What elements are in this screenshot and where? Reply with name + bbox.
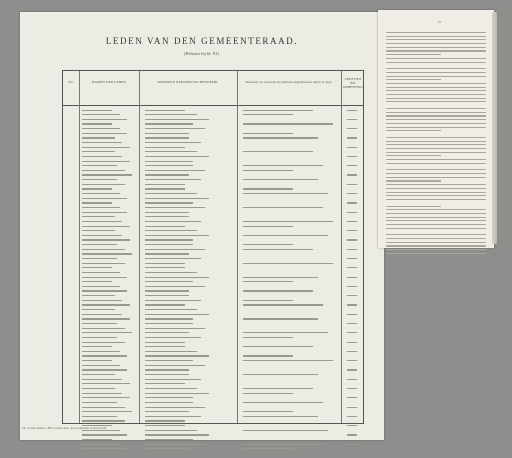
text-line [386, 199, 486, 200]
text-line [386, 87, 486, 88]
text-line [386, 39, 486, 40]
text-line [145, 267, 185, 268]
text-line [243, 360, 333, 361]
text-line [145, 323, 193, 324]
text-line [243, 221, 333, 222]
foldout-sheet [20, 12, 384, 440]
text-line [243, 300, 293, 301]
text-line [145, 365, 205, 366]
text-line [145, 439, 193, 440]
text-line [145, 295, 189, 296]
text-line [243, 207, 323, 208]
text-line [82, 212, 127, 213]
text-line [82, 179, 117, 180]
text-line [145, 444, 205, 445]
text-line [243, 165, 323, 166]
text-line [243, 444, 323, 445]
text-line [243, 244, 293, 245]
text-line [145, 314, 209, 315]
text-line [145, 355, 209, 356]
text-line [82, 295, 115, 296]
text-line [145, 137, 189, 138]
text-line [386, 224, 486, 225]
text-line [347, 137, 357, 138]
text-line [145, 263, 185, 264]
text-line [386, 253, 486, 254]
text-line [145, 202, 193, 203]
text-line [82, 332, 132, 333]
text-line [82, 119, 127, 120]
text-line [82, 323, 117, 324]
text-line [145, 434, 209, 435]
text-line [386, 173, 486, 174]
page-stack-edge [492, 12, 497, 244]
text-line [243, 346, 313, 347]
text-line [243, 448, 293, 449]
text-line [386, 62, 486, 63]
text-line [82, 147, 130, 148]
text-line [386, 184, 486, 185]
text-line [386, 130, 441, 131]
text-line [145, 360, 193, 361]
text-line [386, 54, 441, 55]
text-line [82, 346, 112, 347]
text-line [243, 249, 313, 250]
text-line [386, 79, 441, 80]
text-line [386, 68, 486, 69]
text-line [145, 393, 209, 394]
text-line [386, 83, 486, 84]
text-line [82, 407, 125, 408]
text-line [347, 379, 357, 380]
text-line [386, 152, 486, 153]
footnote: Op 31 December 1850 waren deze opzet plaatsen in den Raad. [22, 426, 108, 430]
text-line [82, 258, 117, 259]
text-line [82, 128, 120, 129]
text-line [243, 393, 293, 394]
text-line [145, 411, 189, 412]
text-line [243, 137, 318, 138]
text-line [386, 213, 486, 214]
text-line [145, 290, 189, 291]
text-line [82, 221, 122, 222]
text-line [347, 407, 357, 408]
text-line [82, 434, 127, 435]
text-line [145, 174, 189, 175]
text-line [347, 119, 357, 120]
text-line [145, 337, 201, 338]
text-line [82, 374, 115, 375]
text-line [243, 133, 293, 134]
text-line [145, 114, 197, 115]
text-line [82, 239, 130, 240]
text-line [145, 332, 189, 333]
text-line [82, 202, 112, 203]
text-line [386, 228, 486, 229]
text-line [145, 342, 185, 343]
text-line [243, 179, 318, 180]
text-line [82, 156, 122, 157]
text-line [82, 151, 115, 152]
text-line [145, 402, 193, 403]
text-line [145, 379, 201, 380]
text-line [386, 195, 486, 196]
text-line [243, 355, 293, 356]
text-line [145, 226, 185, 227]
text-line [243, 416, 318, 417]
text-line [145, 425, 185, 426]
text-line [82, 342, 125, 343]
text-line [243, 151, 313, 152]
text-line [386, 47, 486, 48]
text-line [386, 141, 486, 142]
text-line [145, 235, 209, 236]
text-line [347, 202, 357, 203]
text-line [145, 286, 205, 287]
text-line [347, 249, 357, 250]
text-line [82, 161, 130, 162]
text-line [145, 128, 205, 129]
text-line [145, 198, 209, 199]
text-line [145, 374, 189, 375]
right-page [378, 10, 494, 248]
text-line [145, 448, 189, 449]
text-line [145, 277, 209, 278]
text-line [145, 193, 197, 194]
text-line [347, 128, 357, 129]
text-line [386, 217, 486, 218]
text-line [386, 76, 486, 77]
text-line [243, 226, 293, 227]
text-line [386, 177, 486, 178]
text-line [145, 179, 201, 180]
text-line [386, 180, 441, 181]
text-line [347, 323, 357, 324]
sheet-title: LEDEN VAN DEN GEMEENTERAAD. [105, 36, 299, 46]
header-elected: WANNEER GEKOZEN EN BENOEMD. [157, 80, 219, 84]
text-line [347, 110, 357, 111]
text-line [82, 304, 130, 305]
text-line [243, 402, 323, 403]
text-line [145, 239, 193, 240]
text-line [347, 156, 357, 157]
text-line [82, 448, 127, 449]
text-line [145, 170, 205, 171]
text-line [82, 383, 130, 384]
text-line [82, 444, 120, 445]
text-line [243, 235, 328, 236]
text-line [386, 94, 486, 95]
text-line [82, 379, 122, 380]
text-line [347, 351, 357, 352]
text-line [82, 235, 122, 236]
text-line [145, 420, 185, 421]
text-line [82, 365, 120, 366]
text-line [386, 108, 486, 109]
text-line [145, 369, 189, 370]
text-line [347, 147, 357, 148]
text-line [82, 193, 120, 194]
header-left: Wanneer en waarom zij hebben opgehouden leden te zijn. [245, 80, 333, 84]
members-table [62, 70, 364, 424]
text-line [386, 163, 486, 164]
text-line [82, 360, 112, 361]
text-line [145, 156, 209, 157]
text-line [82, 290, 127, 291]
text-line [347, 277, 357, 278]
text-line [145, 221, 201, 222]
text-line [386, 119, 486, 120]
text-line [82, 244, 117, 245]
text-line [243, 193, 328, 194]
text-line [145, 165, 193, 166]
text-line [82, 226, 130, 227]
header-names: NAMEN DER LEDEN [91, 80, 127, 84]
text-line [243, 304, 323, 305]
text-line [386, 234, 486, 235]
text-line [82, 281, 112, 282]
text-line [145, 151, 197, 152]
text-line [82, 170, 125, 171]
text-line [145, 119, 209, 120]
text-line [386, 148, 486, 149]
text-line [82, 110, 112, 111]
text-line [82, 286, 120, 287]
text-line [347, 221, 357, 222]
text-line [82, 198, 127, 199]
text-line [347, 165, 357, 166]
text-line [347, 416, 357, 417]
text-line [386, 220, 486, 221]
text-line [145, 318, 193, 319]
text-line [347, 388, 357, 389]
text-line [347, 425, 357, 426]
text-line [82, 123, 112, 124]
text-line [386, 245, 486, 246]
text-line [386, 242, 486, 243]
text-line [82, 216, 115, 217]
text-line [82, 207, 120, 208]
text-line [145, 142, 201, 143]
table-row [63, 447, 363, 452]
text-line [82, 393, 122, 394]
text-line [145, 397, 193, 398]
table-header [63, 71, 363, 106]
text-line [243, 337, 293, 338]
text-line [386, 192, 486, 193]
text-line [82, 411, 132, 412]
text-line [145, 388, 197, 389]
text-line [347, 174, 357, 175]
text-line [145, 351, 197, 352]
text-line [145, 300, 201, 301]
text-line [82, 263, 125, 264]
text-line [386, 169, 486, 170]
text-line [347, 258, 357, 259]
text-line [145, 147, 185, 148]
page-text-block [386, 32, 486, 257]
text-line [82, 142, 122, 143]
text-line [82, 114, 120, 115]
text-line [347, 332, 357, 333]
text-line [145, 123, 193, 124]
text-line [386, 32, 486, 33]
text-line [145, 328, 205, 329]
text-line [347, 360, 357, 361]
text-line [386, 206, 441, 207]
text-line [145, 249, 205, 250]
text-line [82, 184, 125, 185]
text-line [386, 123, 486, 124]
text-line [82, 309, 115, 310]
table-rows [63, 108, 363, 451]
text-line [243, 318, 318, 319]
text-line [243, 110, 313, 111]
text-line [386, 144, 486, 145]
text-line [347, 342, 357, 343]
text-line [386, 36, 486, 37]
text-line [82, 318, 130, 319]
text-line [145, 161, 193, 162]
text-line [347, 212, 357, 213]
header-number: No. [68, 80, 74, 84]
text-line [347, 295, 357, 296]
text-line [145, 133, 189, 134]
text-line [386, 98, 486, 99]
text-line [243, 170, 293, 171]
text-line [82, 174, 132, 175]
text-line [386, 238, 486, 239]
text-line [82, 188, 112, 189]
text-line [145, 416, 201, 417]
text-line [145, 212, 189, 213]
text-line [82, 314, 122, 315]
text-line [82, 267, 112, 268]
text-line [243, 263, 333, 264]
page-number: 61 [438, 20, 442, 24]
text-line [347, 230, 357, 231]
text-line [243, 290, 313, 291]
text-line [145, 304, 185, 305]
text-line [82, 277, 127, 278]
text-line [243, 388, 313, 389]
text-line [243, 430, 328, 431]
text-line [386, 43, 486, 44]
text-line [386, 188, 486, 189]
text-line [82, 253, 132, 254]
text-line [145, 216, 189, 217]
header-age: LEEFTIJD BIJ OPHEFFING [343, 77, 363, 89]
text-line [82, 388, 115, 389]
text-line [82, 402, 117, 403]
text-line [347, 397, 357, 398]
text-line [386, 127, 486, 128]
text-line [243, 281, 293, 282]
text-line [386, 72, 486, 73]
text-line [82, 230, 115, 231]
text-line [82, 137, 115, 138]
text-line [82, 300, 122, 301]
text-line [243, 411, 293, 412]
text-line [82, 328, 125, 329]
text-line [243, 188, 293, 189]
text-line [82, 249, 125, 250]
text-line [347, 193, 357, 194]
text-line [243, 332, 328, 333]
text-line [386, 159, 486, 160]
text-line [82, 351, 120, 352]
text-line [82, 369, 127, 370]
text-line [145, 272, 197, 273]
text-line [145, 430, 197, 431]
text-line [145, 281, 193, 282]
text-line [243, 114, 293, 115]
text-line [145, 253, 189, 254]
text-line [243, 277, 318, 278]
text-line [82, 416, 117, 417]
text-line [243, 123, 333, 124]
text-line [386, 155, 441, 156]
text-line [145, 407, 205, 408]
text-line [82, 165, 117, 166]
text-line [82, 439, 112, 440]
text-line [145, 230, 197, 231]
text-line [386, 115, 486, 116]
sheet-subtitle: (Behoort bij bl. 81). [184, 51, 220, 56]
text-line [386, 209, 486, 210]
text-line [145, 188, 185, 189]
text-line [82, 337, 117, 338]
text-line [386, 112, 486, 113]
text-line [347, 184, 357, 185]
text-line [386, 58, 486, 59]
text-line [82, 397, 130, 398]
text-line [347, 304, 357, 305]
text-line [347, 369, 357, 370]
text-line [386, 249, 486, 250]
text-line [82, 420, 125, 421]
text-line [145, 244, 193, 245]
text-line [145, 309, 197, 310]
text-line [145, 383, 185, 384]
text-line [145, 110, 185, 111]
text-line [386, 90, 486, 91]
text-line [82, 133, 127, 134]
text-line [386, 50, 486, 51]
text-line [347, 286, 357, 287]
text-line [82, 355, 127, 356]
text-line [386, 101, 486, 102]
text-line [347, 434, 357, 435]
text-line [243, 374, 318, 375]
text-line [347, 267, 357, 268]
text-line [347, 444, 357, 445]
text-line [347, 314, 357, 315]
text-line [145, 346, 185, 347]
text-line [145, 258, 201, 259]
text-line [145, 184, 185, 185]
text-line [347, 239, 357, 240]
text-line [145, 207, 205, 208]
text-line [82, 272, 120, 273]
text-line [386, 137, 486, 138]
